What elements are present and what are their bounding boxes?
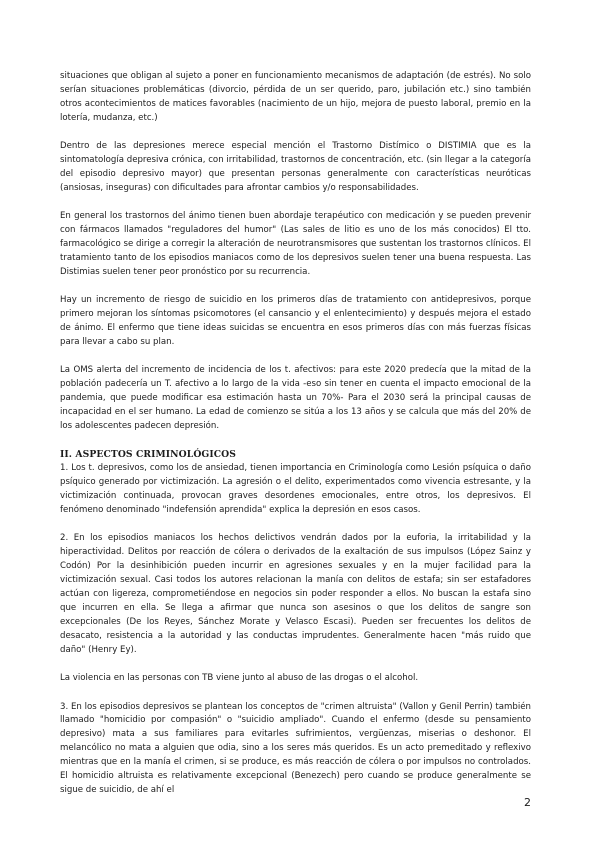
paragraph-oms-alert: La OMS alerta del incremento de incidencia de los t. afectivos: para este 2020 predecía que la mitad de la población padecería un T. afectivo a lo largo de la vida -eso sin tener en cuenta el impacto emocional de la pandemia, que puede modificar esa estimación hasta un 70%- Para el 2030 será la principal causas de incapacidad en el ser humano. La edad de comienzo se sitúa a los 13 años y se calcula que más del 20% de los adolescentes padecen depresión. <box>60 365 531 432</box>
paragraph-treatment: En general los trastornos del ánimo tienen buen abordaje terapéutico con medicación y se pueden prevenir con fármacos llamados "reguladores del humor" (Las sales de litio es uno de los más conocidos) El tto. farmacológico se dirige a corregir la alteración de neurotransmisores que sustentan los trastornos clínicos. El tratamiento tanto de los episodios maniacos como de los depresivos suelen tener una buena respuesta. Las Distimias suelen tener peor pronóstico por su recurrencia. <box>60 211 531 277</box>
section-heading-criminological: II. ASPECTOS CRIMINOLÓGICOS <box>60 449 237 461</box>
paragraph-violence-tb: La violencia en las personas con TB viene junto al abuso de las drogas o el alcohol. <box>60 673 419 684</box>
page-body <box>60 70 531 812</box>
paragraph-altruistic-crime: 3. En los episodios depresivos se plantean los conceptos de "crimen altruista" (Vallon y Genil Perrin) también llamado "homicidio por compasión" o "suicidio ampliado". Cuando el enfermo (desde su pensamiento depresivo) mata a sus familiares para evitarles sufrimientos, vergüenzas, miserias o deshonor. El melancólico no mata a alguien que odia, sino a los seres más queridos. Es un acto premeditado y reflexivo mientras que en la manía el crimen, si se produce, es más reacción de cólera o por impulsos no controlados. El homicidio altruista es relativamente excepcional (Benezech) pero cuando se produce generalmente se sigue de suicidio, de ahí el <box>60 701 531 795</box>
page-number: 2 <box>524 796 531 809</box>
paragraph-stress-situations: situaciones que obligan al sujeto a poner en funcionamiento mecanismos de adaptación (de estrés). No solo serían situaciones problemáticas (divorcio, pérdida de un ser querido, paro, jubilación etc.) sino también otros acontecimientos de matices favorables (nacimiento de un hijo, mejora de puesto laboral, premio en la lotería, mudanza, etc.) <box>60 71 531 123</box>
paragraph-distimia: Dentro de las depresiones merece especial mención el Trastorno Distímico o DISTIMIA que es la sintomatología depresiva crónica, con irritabilidad, trastornos de concentración, etc. (sin llegar a la categoría del episodio depresivo mayor) que presentan personas generalmente con características neuróticas (ansiosas, inseguras) con dificultades para afrontar cambios y/o responsabilidades. <box>60 141 531 193</box>
paragraph-psychic-injury: 1. Los t. depresivos, como los de ansiedad, tienen importancia en Criminología como Lesión psíquica o daño psíquico generado por victimización. La agresión o el delito, experimentados como vivencia estresante, y la victimización continuada, provocan graves desordenes emocionales, entre otros, los depresivos. El fenómeno denominado "indefensión aprendida" explica la depresión en esos casos. <box>60 463 531 516</box>
paragraph-suicide-risk: Hay un incremento de riesgo de suicidio en los primeros días de tratamiento con antidepresivos, porque primero mejoran los síntomas psicomotores (el cansancio y el enlentecimiento) y después mejora el estado de ánimo. El enfermo que tiene ideas suicidas se encuentra en esos primeros días con más fuerzas físicas para llevar a cabo su plan. <box>60 295 531 347</box>
paragraph-manic-episodes: 2. En los episodios maniacos los hechos delictivos vendrán dados por la euforia, la irritabilidad y la hiperactividad. Delitos por reacción de cólera o derivados de la exaltación de sus impulsos (López Sainz y Codón) Por la desinhibición pueden incurrir en agresiones sexuales y en la mujer facilidad para la victimización sexual. Casi todos los autores relacionan la manía con delitos de estafa; sin ser estafadores actúan con ligereza, comprometiéndose en negocios sin poder responder a ellos. No buscan la estafa sino que incurren en ella. Se llega a afirmar que nunca son asesinos o que los delitos de sangre son excepcionales (De los Reyes, Sánchez Morate y Velasco Escasi). Pueden ser frecuentes los delitos de desacato, resistencia a la autoridad y las conductas imprudentes. Generalmente hacen "más ruido que daño" (Henry Ey). <box>60 533 531 655</box>
